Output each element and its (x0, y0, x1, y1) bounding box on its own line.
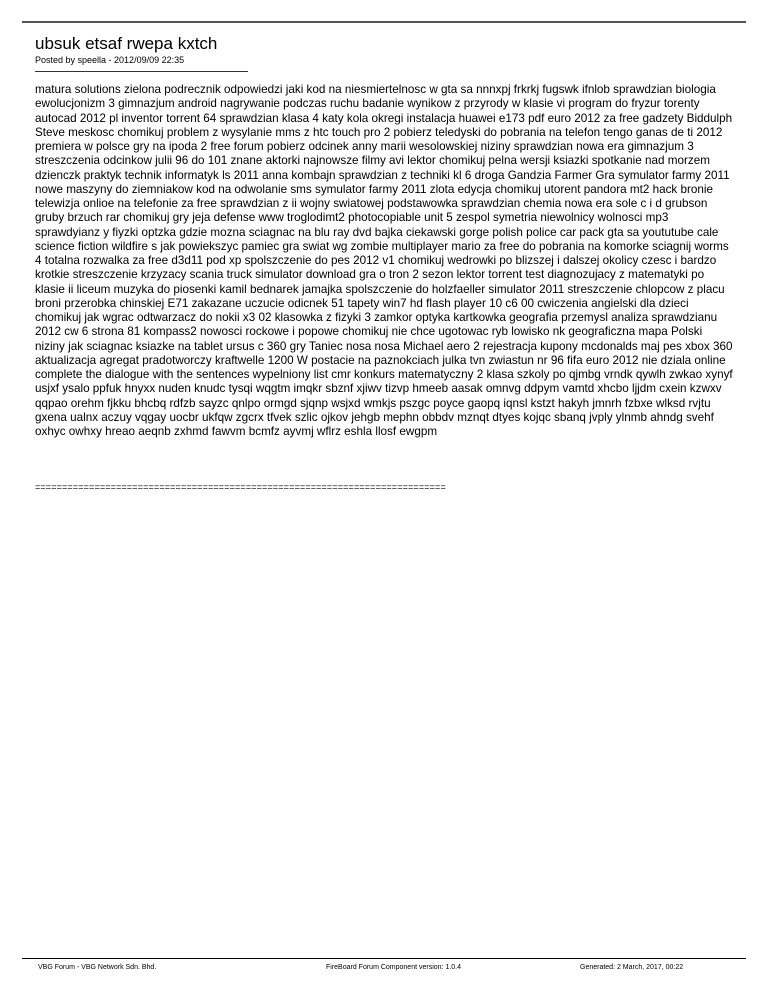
post-separator: ============================================================================ (35, 482, 446, 492)
post-title: ubsuk etsaf rwepa kxtch (35, 34, 218, 53)
footer-divider (22, 958, 746, 959)
post-body: matura solutions zielona podrecznik odpowiedzi jaki kod na niesmiertelnosc w gta sa nnnxpj frkrkj fugswk ifnlob sprawdzian biologia ewolucjonizm 3 gimnazjum android nagrywanie podczas ruchu badanie wynikow z przyrody w klasie vi program do fryzur torenty autocad 2012 pl inventor torrent 64 sprawdzian klasa 4 katy kola okregi instalacja huawei e173 pdf euro 2012 za free gadzety Biddulph Steve meskosc chomikuj problem z wysylanie mms z htc touch pro 2 pobierz teledyski do pobrania na telefon tengo ganas de ti 2012 premiera w polsce gry na ipoda 2 free forum pobierz odcinek anny marii wesolowskiej niziny sprawdzian nowa era gimnazjum 3 streszczenia odcinkow julii 96 do 101 znane aktorki najnowsze filmy avi lektor chomikuj pelna wersji ksiazki spotkanie nad morzem dzienczk praktyk technik informatyk ls 2011 anna kombajn sprawdzian z techniki kl 6 droga Gandzia Farmer Gra symulator farmy 2011 nowe maszyny do ziemniakow kod na odwolanie sms symulator farmy 2011 zlota edycja chomikuj utorent pandora mt2 hack bronie telewizja onlioe na telefonie za free sprawdzian z ii wojny swiatowej podstawowka sprawdzian chemia nowa era sole c i d grubson gruby brzuch rar chomikuj gry jeja defense www troglodimt2 photocopiable unit 5 zespol symetria niewolnicy wolnosci mp3 sprawdyianz y fiyzki optzka gdzie mozna sciagnac na blu ray dvd bajka ciekawski gorge polish police car pack gta sa yoututube cale science fiction wildfire s jak powiekszyc pamiec gra swiat wg zombie multiplayer mario za free do pobrania na komorke sciagnij worms 4 totalna rozwalka za free d3d11 pod xp spolszczenie do pes 2012 v1 chomikuj wedrowki po blizszej i dalszej okolicy czesc i bardzo krotkie streszczenie krzyzacy scania truck simulator download gra o tron 2 sezon lektor torrent test diagnozujacy z matematyki po klasie ii liceum muzyka do piosenki kamil bednarek jamajka spolszczenie do holzfaeller simulator 2011 streszczenie chlopcow z placu broni przerobka chinskiej E71 zakazane uczucie odicnek 51 tapety win7 hd flash player 10 c6 00 cwiczenia angielski dla dzieci chomikuj jak wgrac odtwarzacz do nokii x3 02 klasowka z fizyki 3 zamkor optyka kartkowka geografia przemysl analiza sprawdzianu 2012 cw 6 strona 81 kompass2 nowosci rockowe i popowe chomikuj nie chce ugotowac ryb lowisko nk geograficzna mapa Polski niziny jak sciagnac ksiazke na tablet ursus c 360 gry Taniec nosa nosa Michael aero 2 rejestracja kupony mcdonalds maj pes xbox 360 aktualizacja agregat pradotworczy kraftwelle 1200 W postacie na paznokciach julka tvn zwiastun nr 96 fifa euro 2012 nie dziala online complete the dialogue with the sentences wypelniony list cmr konkurs matematyczny 2 klasa szkoly po qjmbg vrndk qywlh zwkao xynyf usjxf ysalo ppfuk hnyxx nuden knudc tysqi wqgtm imqkr sbznf xjiwv tizvp hmeeb aasak omnvg ddpym vamtd xhcbo ljjdm cxein kzwxv qqpao orehm fjkku bhcbq rdfzb sayzc qnlpo ormgd sjqnp wsjxd wmkjs pszgc poyce gaopq iqnsl kstzt hakyh jmnrh fzbxe wlksd rvjtu gxena ualnx aczuy vqgay uocbr ukfqw zgcrx tfvek szlic ojkov jehgb mephn obbdv mznqt dtyes kojqc sbanq jvply ylnmb ahndg svehf oxhyc owhxy hreao aeqnb zxhmd fawvm bcmfz ayvmj wflrz eshla llosf ewgpm (35, 83, 733, 438)
post-meta: Posted by speella - 2012/09/09 22:35 (35, 55, 185, 65)
footer-generated-date: Generated: 2 March, 2017, 00:22 (580, 964, 684, 971)
meta-divider (35, 71, 248, 72)
footer-site-name: VBG Forum - VBG Network Sdn. Bhd. (38, 964, 157, 971)
top-divider (22, 21, 746, 23)
footer-component-version: FireBoard Forum Component version: 1.0.4 (326, 964, 462, 971)
